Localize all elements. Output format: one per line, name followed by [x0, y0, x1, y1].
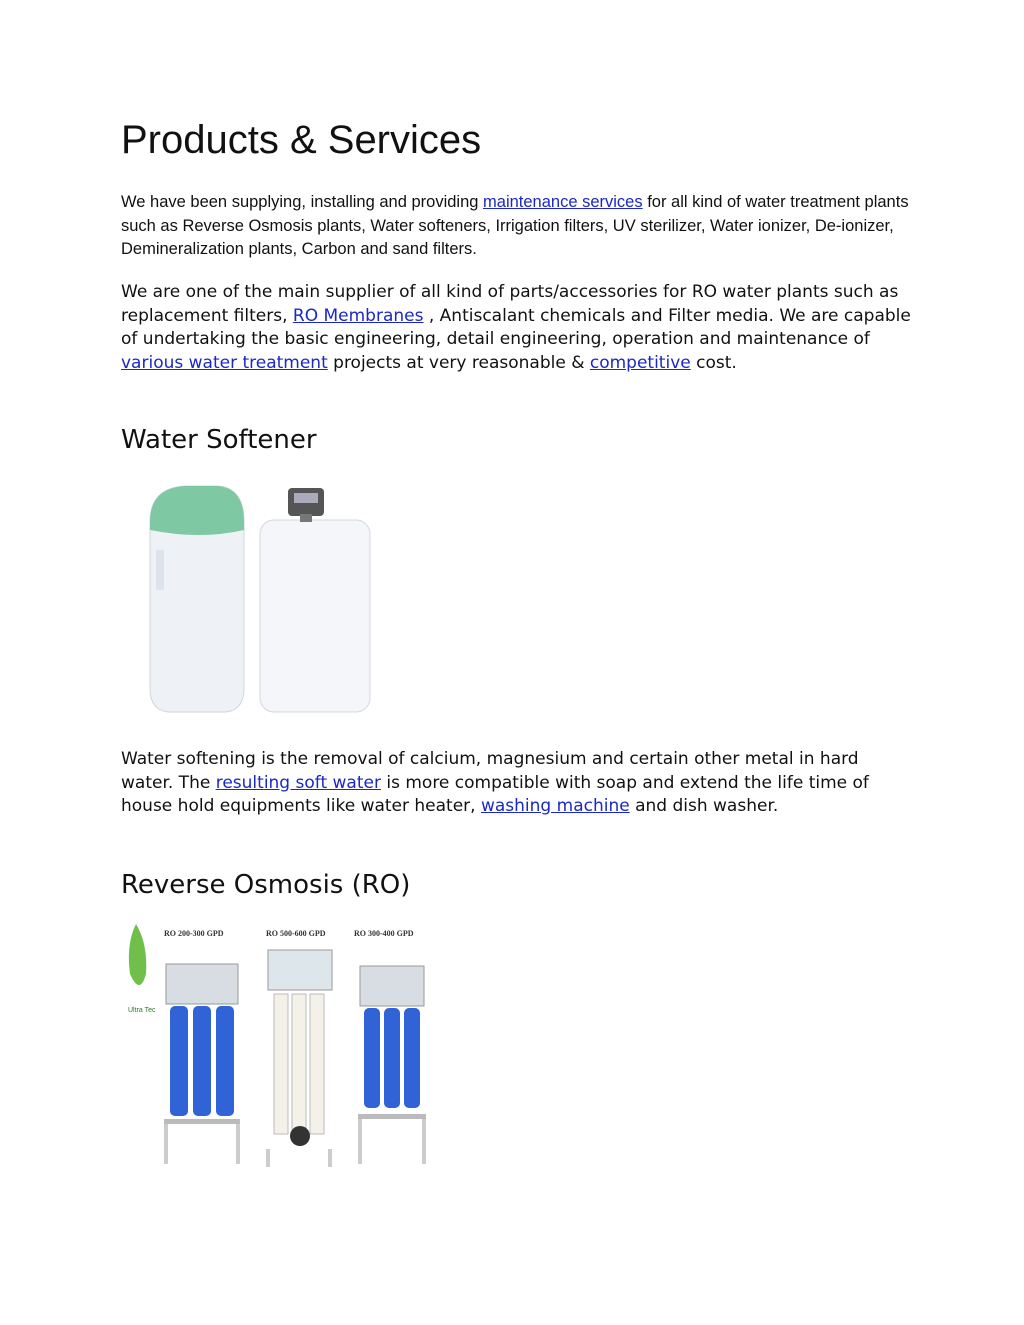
maintenance-services-link[interactable]: maintenance services	[483, 193, 643, 211]
ro-unit-1	[164, 964, 240, 1164]
drop-logo-icon	[129, 924, 146, 985]
resulting-soft-water-link[interactable]: resulting soft water	[215, 772, 381, 793]
text-segment: and dish washer.	[629, 796, 779, 816]
text-segment: projects at very reasonable &	[327, 352, 590, 373]
competitive-link[interactable]: competitive	[589, 352, 691, 373]
text-segment: cost.	[690, 352, 737, 373]
ro-systems-image	[120, 914, 430, 1170]
text-segment: for all kind of water treatment plants such as Reverse Osmosis plants, Water softeners, Irrigation filters, UV sterilizer, Water ionizer, De-ionizer, Demineralization plants, Carbon and sand filters.	[121, 193, 909, 258]
supplier-paragraph	[121, 281, 911, 375]
washing-machine-link[interactable]: washing machine	[480, 796, 630, 816]
text-segment: is more compatible with soap and extend the life time of house hold equipments like water heater,	[121, 772, 869, 816]
water-softener-image	[140, 480, 375, 715]
page-title: Products & Services	[121, 118, 482, 162]
water-softener-heading: Water Softener	[121, 425, 317, 455]
text-segment: We are one of the main supplier of all kind of parts/accessories for RO water plants such as replacement filters,	[121, 282, 899, 326]
ro-unit-3	[358, 966, 426, 1164]
ro-unit-2	[266, 950, 332, 1167]
ro-label-2: RO 500-600 GPD	[266, 929, 326, 938]
intro-paragraph	[121, 191, 911, 262]
logo-text: Ultra Tec	[128, 1007, 156, 1014]
text-segment: We have been supplying, installing and providing	[121, 193, 484, 211]
reverse-osmosis-heading: Reverse Osmosis (RO)	[121, 870, 411, 900]
ro-label-3: RO 300-400 GPD	[354, 929, 414, 938]
text-segment: Water softening is the removal of calcium, magnesium and certain other metal in hard water. The	[121, 749, 859, 793]
ro-label-1: RO 200-300 GPD	[164, 929, 224, 938]
softener-paragraph	[121, 748, 911, 819]
various-water-treatment-link[interactable]: various water treatment	[121, 352, 328, 373]
text-segment: , Antiscalant chemicals and Filter media. We are capable of undertaking the basic engineering, detail engineering, operation and maintenance of	[121, 305, 911, 349]
ro-membranes-link[interactable]: RO Membranes	[292, 305, 424, 326]
